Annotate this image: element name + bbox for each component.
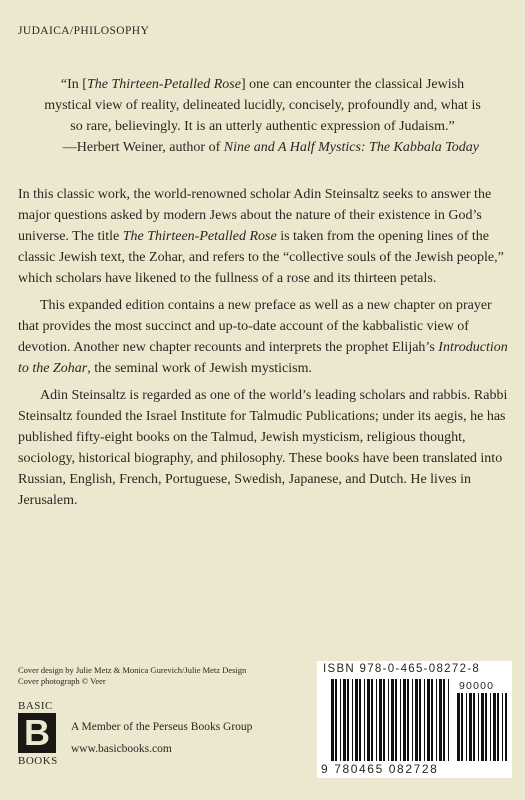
barcode-bar bbox=[352, 679, 353, 761]
isbn-number: ISBN 978-0-465-08272-8 bbox=[323, 663, 481, 675]
barcode-bar bbox=[439, 679, 442, 761]
barcode-bar bbox=[502, 693, 503, 761]
description-paragraph-1: In this classic work, the world-renowned scholar Adin Steinsaltz seeks to answer the major questions asked by modern Jews about the nature of their existence in God’s universe. The title The Thirteen-Petalled Rose is taken from the opening lines of the classic Jewish text, the Zohar, and refers to the “collective souls of the Jewish people,” which scholars have likened to the fullness of a rose and its thirteen petals. bbox=[18, 187, 504, 286]
barcode-bar bbox=[364, 679, 365, 761]
barcode-bar bbox=[343, 679, 346, 761]
barcode-bar bbox=[443, 679, 445, 761]
barcode-bar bbox=[485, 693, 487, 761]
barcode-bar bbox=[383, 679, 385, 761]
barcode-bar bbox=[367, 679, 370, 761]
barcode-bar bbox=[493, 693, 496, 761]
barcode-bar bbox=[371, 679, 373, 761]
barcode-bar bbox=[427, 679, 430, 761]
basic-books-logo: BASIC B BOOKS bbox=[18, 700, 58, 767]
barcode-bar bbox=[473, 693, 475, 761]
logo-mark: B bbox=[18, 713, 56, 753]
barcode-bar bbox=[448, 679, 449, 761]
barcode-bar bbox=[412, 679, 413, 761]
publisher-member: A Member of the Perseus Books Group bbox=[71, 721, 253, 733]
barcode-bar bbox=[461, 693, 463, 761]
quote-book-title: The Thirteen-Petalled Rose bbox=[86, 77, 241, 92]
price-code: 90000 bbox=[459, 680, 495, 692]
endorsement-quote bbox=[40, 74, 485, 158]
barcode-bar bbox=[407, 679, 409, 761]
barcode-bar bbox=[481, 693, 484, 761]
publisher-url: www.basicbooks.com bbox=[71, 743, 172, 755]
barcode-bar bbox=[436, 679, 437, 761]
barcode-bar bbox=[478, 693, 479, 761]
barcode-bar bbox=[340, 679, 341, 761]
barcode-bar bbox=[497, 693, 499, 761]
barcode-bar bbox=[419, 679, 421, 761]
barcode-bar bbox=[355, 679, 358, 761]
publisher-info bbox=[71, 716, 252, 760]
barcode-bar bbox=[359, 679, 361, 761]
barcode-bar bbox=[395, 679, 397, 761]
attribution-book: Nine and A Half Mystics: The Kabbala Today bbox=[223, 140, 479, 155]
barcode-bar bbox=[335, 679, 337, 761]
barcode-bar bbox=[424, 679, 425, 761]
barcode-bar bbox=[415, 679, 418, 761]
barcode-bar bbox=[505, 693, 507, 761]
barcode-bar bbox=[403, 679, 406, 761]
barcode-bar bbox=[376, 679, 377, 761]
design-credit: Cover design by Julie Metz & Monica Gurevich/Julie Metz Design bbox=[18, 665, 247, 675]
barcode-bar bbox=[331, 679, 334, 761]
category-label: JUDAICA/PHILOSOPHY bbox=[18, 25, 150, 37]
description-paragraph-2: This expanded edition contains a new preface as well as a new chapter on prayer that provides the most succinct and up-to-date account of the kabbalistic view of devotion. Another new chapter recounts and interprets the prophet Elijah’s Introduction to the Zohar, the seminal work of Jewish mysticism. bbox=[18, 298, 508, 376]
barcode-bar bbox=[400, 679, 401, 761]
barcode-bar bbox=[469, 693, 472, 761]
barcode-bars bbox=[317, 661, 512, 778]
quote-text: ] one can encounter the classical Jewish mystical view of reality, delineated lucidly, concisely, profoundly and, what is so rare, believingly. It is an utterly authentic expression of Judaism.” bbox=[44, 77, 481, 134]
barcode-bar bbox=[391, 679, 394, 761]
barcode-bar bbox=[347, 679, 349, 761]
barcode-bar bbox=[431, 679, 433, 761]
barcode-bar bbox=[457, 693, 460, 761]
author-bio: Adin Steinsaltz is regarded as one of the world’s leading scholars and rabbis. Rabbi Steinsaltz founded the Israel Institute for Talmudic Publications; under its aegis, he has published fifty-eight books on the Talmud, Jewish mysticism, religious thought, sociology, historical biography, and philosophy. These books have been translated into Russian, English, French, Portuguese, Swedish, Japanese, and Dutch. He lives in Jerusalem. bbox=[18, 388, 508, 508]
barcode-bar bbox=[388, 679, 389, 761]
ean-digits: 9 780465 082728 bbox=[321, 762, 439, 776]
barcode-bar bbox=[379, 679, 382, 761]
quote-open: “In [ bbox=[60, 77, 87, 92]
isbn-barcode bbox=[317, 661, 512, 778]
attribution-author: —Herbert Weiner, author of bbox=[62, 140, 224, 155]
cover-credits bbox=[18, 665, 246, 687]
quote-attribution bbox=[40, 137, 485, 158]
description bbox=[18, 184, 511, 517]
barcode-bar bbox=[490, 693, 491, 761]
photo-credit: Cover photograph © Veer bbox=[18, 676, 106, 686]
barcode-bar bbox=[466, 693, 467, 761]
